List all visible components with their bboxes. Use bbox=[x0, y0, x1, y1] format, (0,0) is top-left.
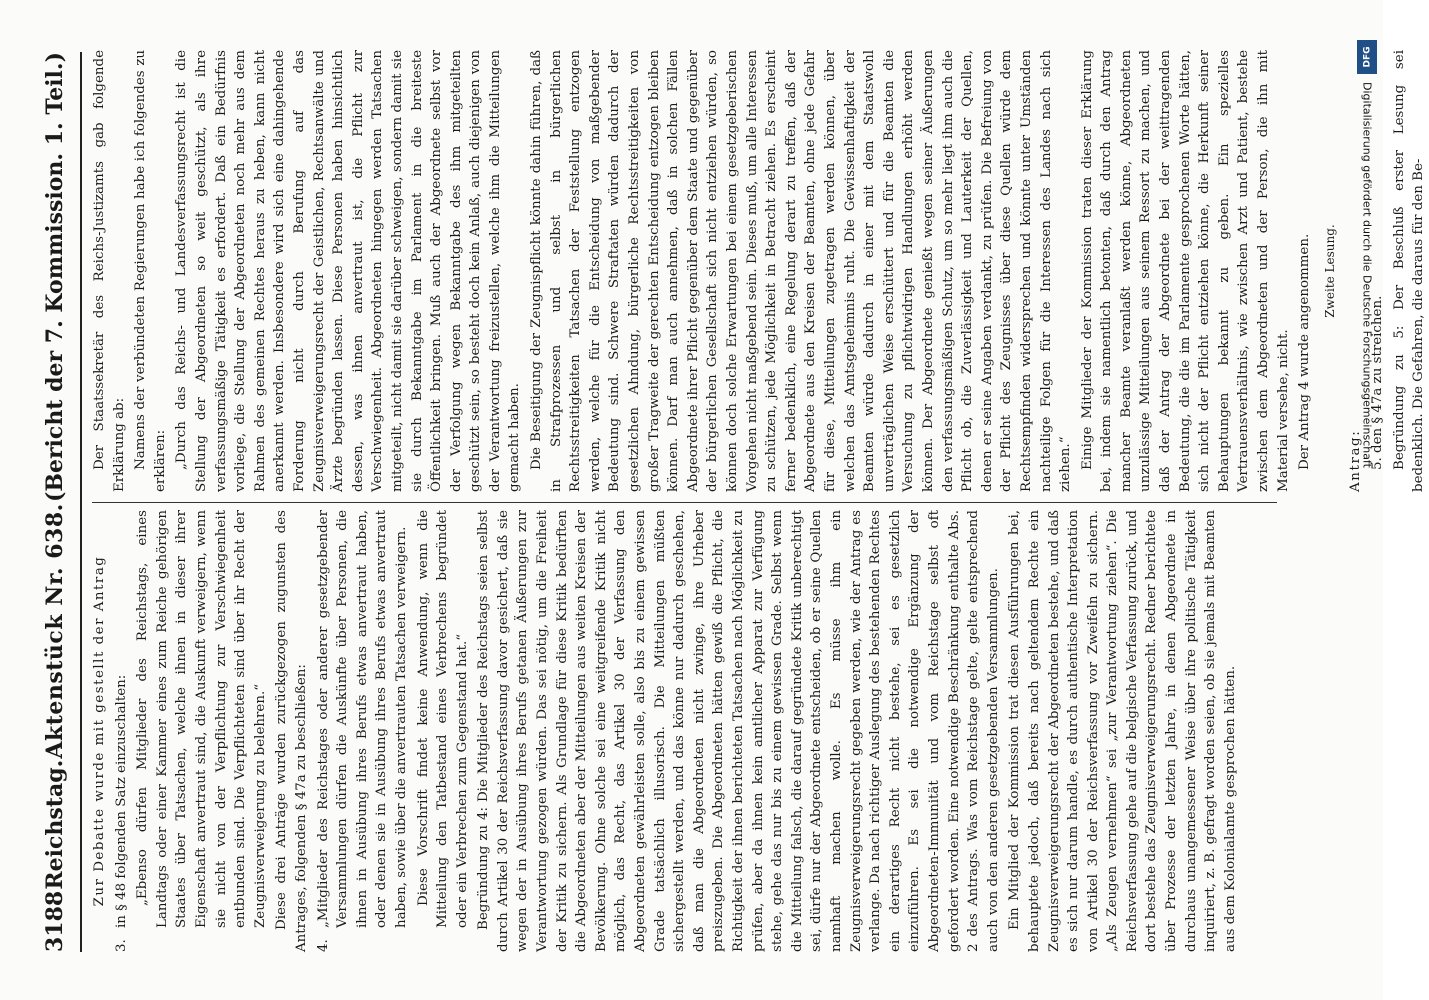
left-column-paragraph: „Ebenso dürfen Mitglieder des Reichstags, eines Landtags oder einer Kammer eines zum Reiche gehörigen Staates über Tatsachen, welche ihnen in dieser ihrer Eigenschaft anvertraut sind, die Auskunft verweigern, wenn sie nicht von der Verpflichtung zur Verschwiegenheit entbunden sind. Die Verpflichteten sind über ihr Recht der Zeugnisverweigerung zu belehren.“ bbox=[135, 510, 268, 928]
left-column-paragraph bbox=[112, 510, 132, 952]
right-column-paragraph: 5. den § 47a zu streichen. bbox=[1370, 295, 1385, 470]
right-column-paragraph: Einige Mitglieder der Kommission traten dieser Erklärung bei, indem sie namentlich betonten, daß durch den Antrag mancher Beamte veranlaßt werden könne, Abgeordneten unzulässige Mitteilungen aus seinem Ressort zu machen, und daß der Antrag der Abgeordnete bei der weittragenden Bedeutung, die die im Parlamente gesprochenen Worte hätten, sich nicht der Pflicht entziehen könne, die Herkunft seiner Behauptungen bekannt zu geben. Ein spezielles Vertrauensverhältnis, wie zwischen Arzt und Patient, bestehe zwischen dem Abgeordneten und der Person, die ihn mit Material versehe, nicht. bbox=[1079, 50, 1291, 492]
header-rule bbox=[80, 52, 82, 952]
section-title: Reichstag. bbox=[42, 759, 68, 890]
right-column-paragraph: Der Antrag 4 wurde angenommen. bbox=[1297, 233, 1313, 470]
right-column-paragraph: Namens der verbündeten Regierungen habe ich folgendes zu erklären: bbox=[133, 50, 168, 492]
column-separator bbox=[92, 502, 1277, 503]
right-column-paragraph: Begründung zu 5: Der Beschluß erster Lesung sei bedenklich. Die Gefahren, die daraus für den Be- bbox=[1391, 50, 1427, 492]
left-column-paragraph: Diese drei Anträge wurden zurückgezogen zugunsten des Antrages, folgenden § 47a zu beschließen: bbox=[274, 510, 309, 952]
item-text: „Mitglieder des Reichstages oder anderer gesetzgebender Versammlungen dürfen die Auskünfte über Personen, die ihnen in Ausübung ihres Berufs etwas anvertraut haben, oder denen sie in Ausübung ihres Berufs etwas anvertraut haben, sowie über die anvertrauten Tatsachen verweigern. bbox=[315, 510, 409, 928]
page-number: 3188 bbox=[42, 890, 68, 952]
item-number: 4. bbox=[315, 939, 331, 952]
digitization-sidebar bbox=[1356, 40, 1378, 800]
item-number: 3. bbox=[113, 939, 129, 952]
dfg-logo: DFG bbox=[1357, 40, 1377, 74]
document-number: Aktenstück Nr. 638. bbox=[42, 503, 68, 759]
right-column-paragraph: Die Beseitigung der Zeugnispflicht könnte dahin führen, daß in Strafprozessen und selbst in bürgerlichen Rechtsstreitigkeiten Tatsachen der Feststellung entzogen werden, welche für die Entscheidung von maßgebender Bedeutung sind. Schwere Straftaten würden dadurch der gesetzlichen Ahndung, bürgerliche Rechtsstreitigkeiten von großer Tragweite der gerechten Entscheidung entzogen bleiben können. Darf man auch annehmen, daß in solchen Fällen Abgeordnete ihrer Pflicht gegenüber dem Staate und gegenüber der bürgerlichen Gesellschaft sich nicht entziehen würden, so können doch solche Erwartungen bei einem gesetzgeberischen Vorgehen nicht maßgebend sein. Dieses muß, um alle Interessen zu schützen, jede Möglichkeit in Betracht ziehen. Es erscheint ferner bedenklich, eine Regelung derart zu treffen, daß der Abgeordnete aus den Kreisen der Beamten, ohne jede Gefahr für diese, Mitteilungen zugetragen werden können, über welchen das Amtsgeheimnis ruht. Die Gewissenhaftigkeit der Beamten würde dadurch in einer mit dem Staatswohl unverträglichen Weise erschüttert und für die Beamten die Versuchung zu pflichtwidrigen Handlungen erhöht werden können. Der Abgeordnete genießt wegen seiner Äußerungen den verfassungsmäßigen Schutz, um so mehr liegt ihm auch die Pflicht ob, die Zuverlässigkeit und Lauterkeit der Quellen, denen er seine Angaben verdankt, zu prüfen. Die Befreiung von der Pflicht des Zeugnisses über diese Quellen würde dem Rechtsempfinden widersprechen und könnte unter Umständen nachteilige Folgen für die Interessen des Landes nach sich ziehen.“ bbox=[529, 50, 1074, 492]
item-text: in § 48 folgenden Satz einzuschalten: bbox=[113, 674, 129, 928]
right-column-paragraph: Der Staatssekretär des Reichs-Justizamts gab folgende Erklärung ab: bbox=[92, 50, 127, 492]
page-header bbox=[42, 52, 76, 952]
right-column-paragraph: Antrag: bbox=[1348, 429, 1364, 492]
left-column-paragraph bbox=[314, 510, 412, 952]
left-column-paragraph: Diese Vorschrift findet keine Anwendung, wenn die Mitteilung den Tatbestand eines Verbrechens begründet oder ein Verbrechen zum Gegenstand hat.“ bbox=[415, 510, 470, 928]
report-title: (Bericht der 7. Kommission. 1. Teil.) bbox=[42, 52, 68, 503]
left-column bbox=[90, 510, 1280, 952]
funding-credit: Digitalisierung gefördert durch die Deutsche Forschungsgemeinschaft bbox=[1360, 82, 1374, 468]
right-column-paragraph: „Durch das Reichs- und Landesverfassungsrecht ist die Stellung der Abgeordneten so weit geschützt, als ihre verfassungsmäßige Tätigkeit es erfordert. Daß ein Bedürfnis vorliege, die Stellung der Abgeordneten noch mehr aus dem Rahmen des gemeinen Rechtes heraus zu heben, kann nicht anerkannt werden. Insbesondere wird sich eine dahingehende Forderung nicht durch Berufung auf das Zeugnisverweigerungsrecht der Geistlichen, Rechtsanwälte und Ärzte begründen lassen. Diese Personen haben hinsichtlich dessen, was ihnen anvertraut ist, die Pflicht zur Verschwiegenheit. Abgeordneten hingegen werden Tatsachen mitgeteilt, nicht damit sie darüber schweigen, sondern damit sie sie durch Bekanntgabe im Parlament in die breiteste Öffentlichkeit bringen. Muß auch der Abgeordnete selbst vor der Verfolgung wegen Bekanntgabe des ihm mitgeteilten geschützt sein, so besteht doch kein Anlaß, auch diejenigen von der Verantwortung freizustellen, welche ihm die Mitteilungen gemacht haben. bbox=[174, 50, 523, 492]
left-column-paragraph: Zur Debatte wurde mit gestellt der Antrag bbox=[92, 555, 107, 907]
left-column-paragraph: Begründung zu 4: Die Mitglieder des Reichstags seien selbst durch Artikel 30 der Reichsverfassung davor gesichert, daß sie wegen der in Ausübung ihres Berufs getanen Äußerungen zur Verantwortung gezogen würden. Das sei nötig, um die Freiheit der Kritik zu sichern. Als Grundlage für diese Kritik bedürften die Abgeordneten aber der Mitteilungen aus weiten Kreisen der Bevölkerung. Ohne solche sei eine weitgreifende Kritik nicht möglich, das Recht, das Artikel 30 der Verfassung den Abgeordneten gewährleisten solle, also bis zu einem gewissen Grade tatsächlich illusorisch. Die Mitteilungen müßten sichergestellt werden, und das könne nur dadurch geschehen, daß man die Abgeordneten nicht zwinge, ihre Urheber preiszugeben. Die Abgeordneten hätten gewiß die Pflicht, die Richtigkeit der ihnen berichteten Tatsachen nach Möglichkeit zu prüfen, aber da ihnen kein amtlicher Apparat zur Verfügung stehe, gehe das nur bis zu einem gewissen Grade. Selbst wenn die Mitteilung falsch, die darauf gegründete Kritik unberechtigt sei, dürfe nur der Abgeordnete entscheiden, ob er seine Quellen namhaft machen wolle. Es müsse ihm ein Zeugnisverweigerungsrecht gegeben werden, wie der Antrag es verlange. Da nach richtiger Auslegung des bestehenden Rechtes ein derartiges Recht nicht bestehe, sei es gesetzlich einzuführen. Es sei die notwendige Ergänzung der Abgeordneten-Immunität und vom Reichstage selbst oft gefordert worden. Eine notwendige Beschränkung enthalte Abs. 2 des Antrags. Was vom Reichstage gelte, gelte entsprechend auch von den anderen gesetzgebenden Versammlungen. bbox=[476, 510, 1001, 952]
left-column-paragraph: Ein Mitglied der Kommission trat diesen Ausführungen bei, behauptete jedoch, daß bereits nach geltendem Rechte ein Zeugnisverweigerungsrecht der Abgeordneten bestehe, und daß es sich nur darum handle, es durch authentische Interpretation von Artikel 30 der Reichsverfassung vor Zweifeln zu sichern. „Als Zeugen vernehmen“ sei „zur Verantwortung ziehen“. Die Reichsverfassung gehe auf die belgische Verfassung zurück, und dort bestehe das Zeugnisverweigerungsrecht. Redner berichtete über Prozesse der letzten Jahre, in denen Abgeordnete in durchaus unangemessener Weise über ihre politische Tätigkeit inquiriert, z. B. gefragt worden seien, ob sie jemals mit Beamten aus dem Kolonialamte gesprochen hätten. bbox=[1007, 510, 1238, 952]
right-column-paragraph: Zweite Lesung. bbox=[1322, 224, 1337, 318]
